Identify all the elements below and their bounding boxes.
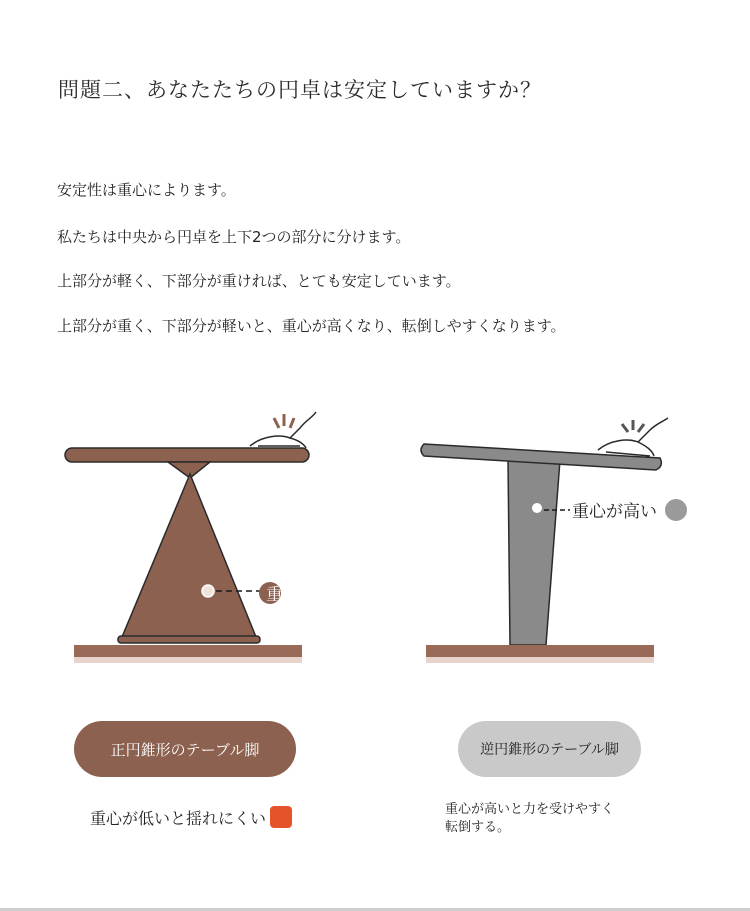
- paragraph-4: 上部分が重く、下部分が軽いと、重心が高くなり、転倒しやすくなります。: [57, 317, 566, 335]
- inverted-cone-leg-pill: 逆円錐形のテーブル脚: [458, 721, 641, 777]
- right-caption: [445, 801, 614, 837]
- left-floor: [74, 645, 302, 657]
- right-caption-line-1: 重心が高いと力を受けやすく: [445, 802, 615, 817]
- left-caption: [90, 806, 292, 829]
- left-caption-text: 重心が低いと揺れにくい: [90, 809, 267, 828]
- right-caption-line-2: 転倒する。: [445, 820, 511, 835]
- paragraph-3: 上部分が軽く、下部分が重ければ、とても安定しています。: [57, 272, 461, 290]
- right-table: [421, 418, 687, 663]
- left-floor-shadow: [74, 657, 302, 663]
- left-cone-leg: [122, 474, 256, 637]
- left-table-base: [118, 636, 260, 643]
- left-table: [65, 412, 351, 663]
- paragraph-1: 安定性は重心によります。: [57, 181, 236, 199]
- paragraph-2: 私たちは中央から円卓を上下2つの部分に分けます。: [57, 228, 411, 246]
- right-floor: [426, 645, 654, 657]
- right-gravity-label: 重心が高い: [572, 502, 657, 522]
- hand-icon: [250, 412, 316, 448]
- right-floor-shadow: [426, 657, 654, 663]
- stability-illustration: [0, 380, 750, 680]
- cone-leg-pill: 正円錐形のテーブル脚: [74, 721, 296, 777]
- left-center-of-gravity: [202, 585, 214, 597]
- left-tabletop: [65, 448, 309, 462]
- thumbs-up-icon: [270, 806, 292, 828]
- right-label-dot: [665, 499, 687, 521]
- page-title: 問題二、あなたたちの円卓は安定していますか？: [58, 78, 542, 102]
- left-gravity-label: 重心が低い: [266, 585, 351, 605]
- hand-icon: [598, 418, 668, 456]
- right-center-of-gravity: [532, 503, 542, 513]
- right-inverted-leg: [508, 460, 560, 645]
